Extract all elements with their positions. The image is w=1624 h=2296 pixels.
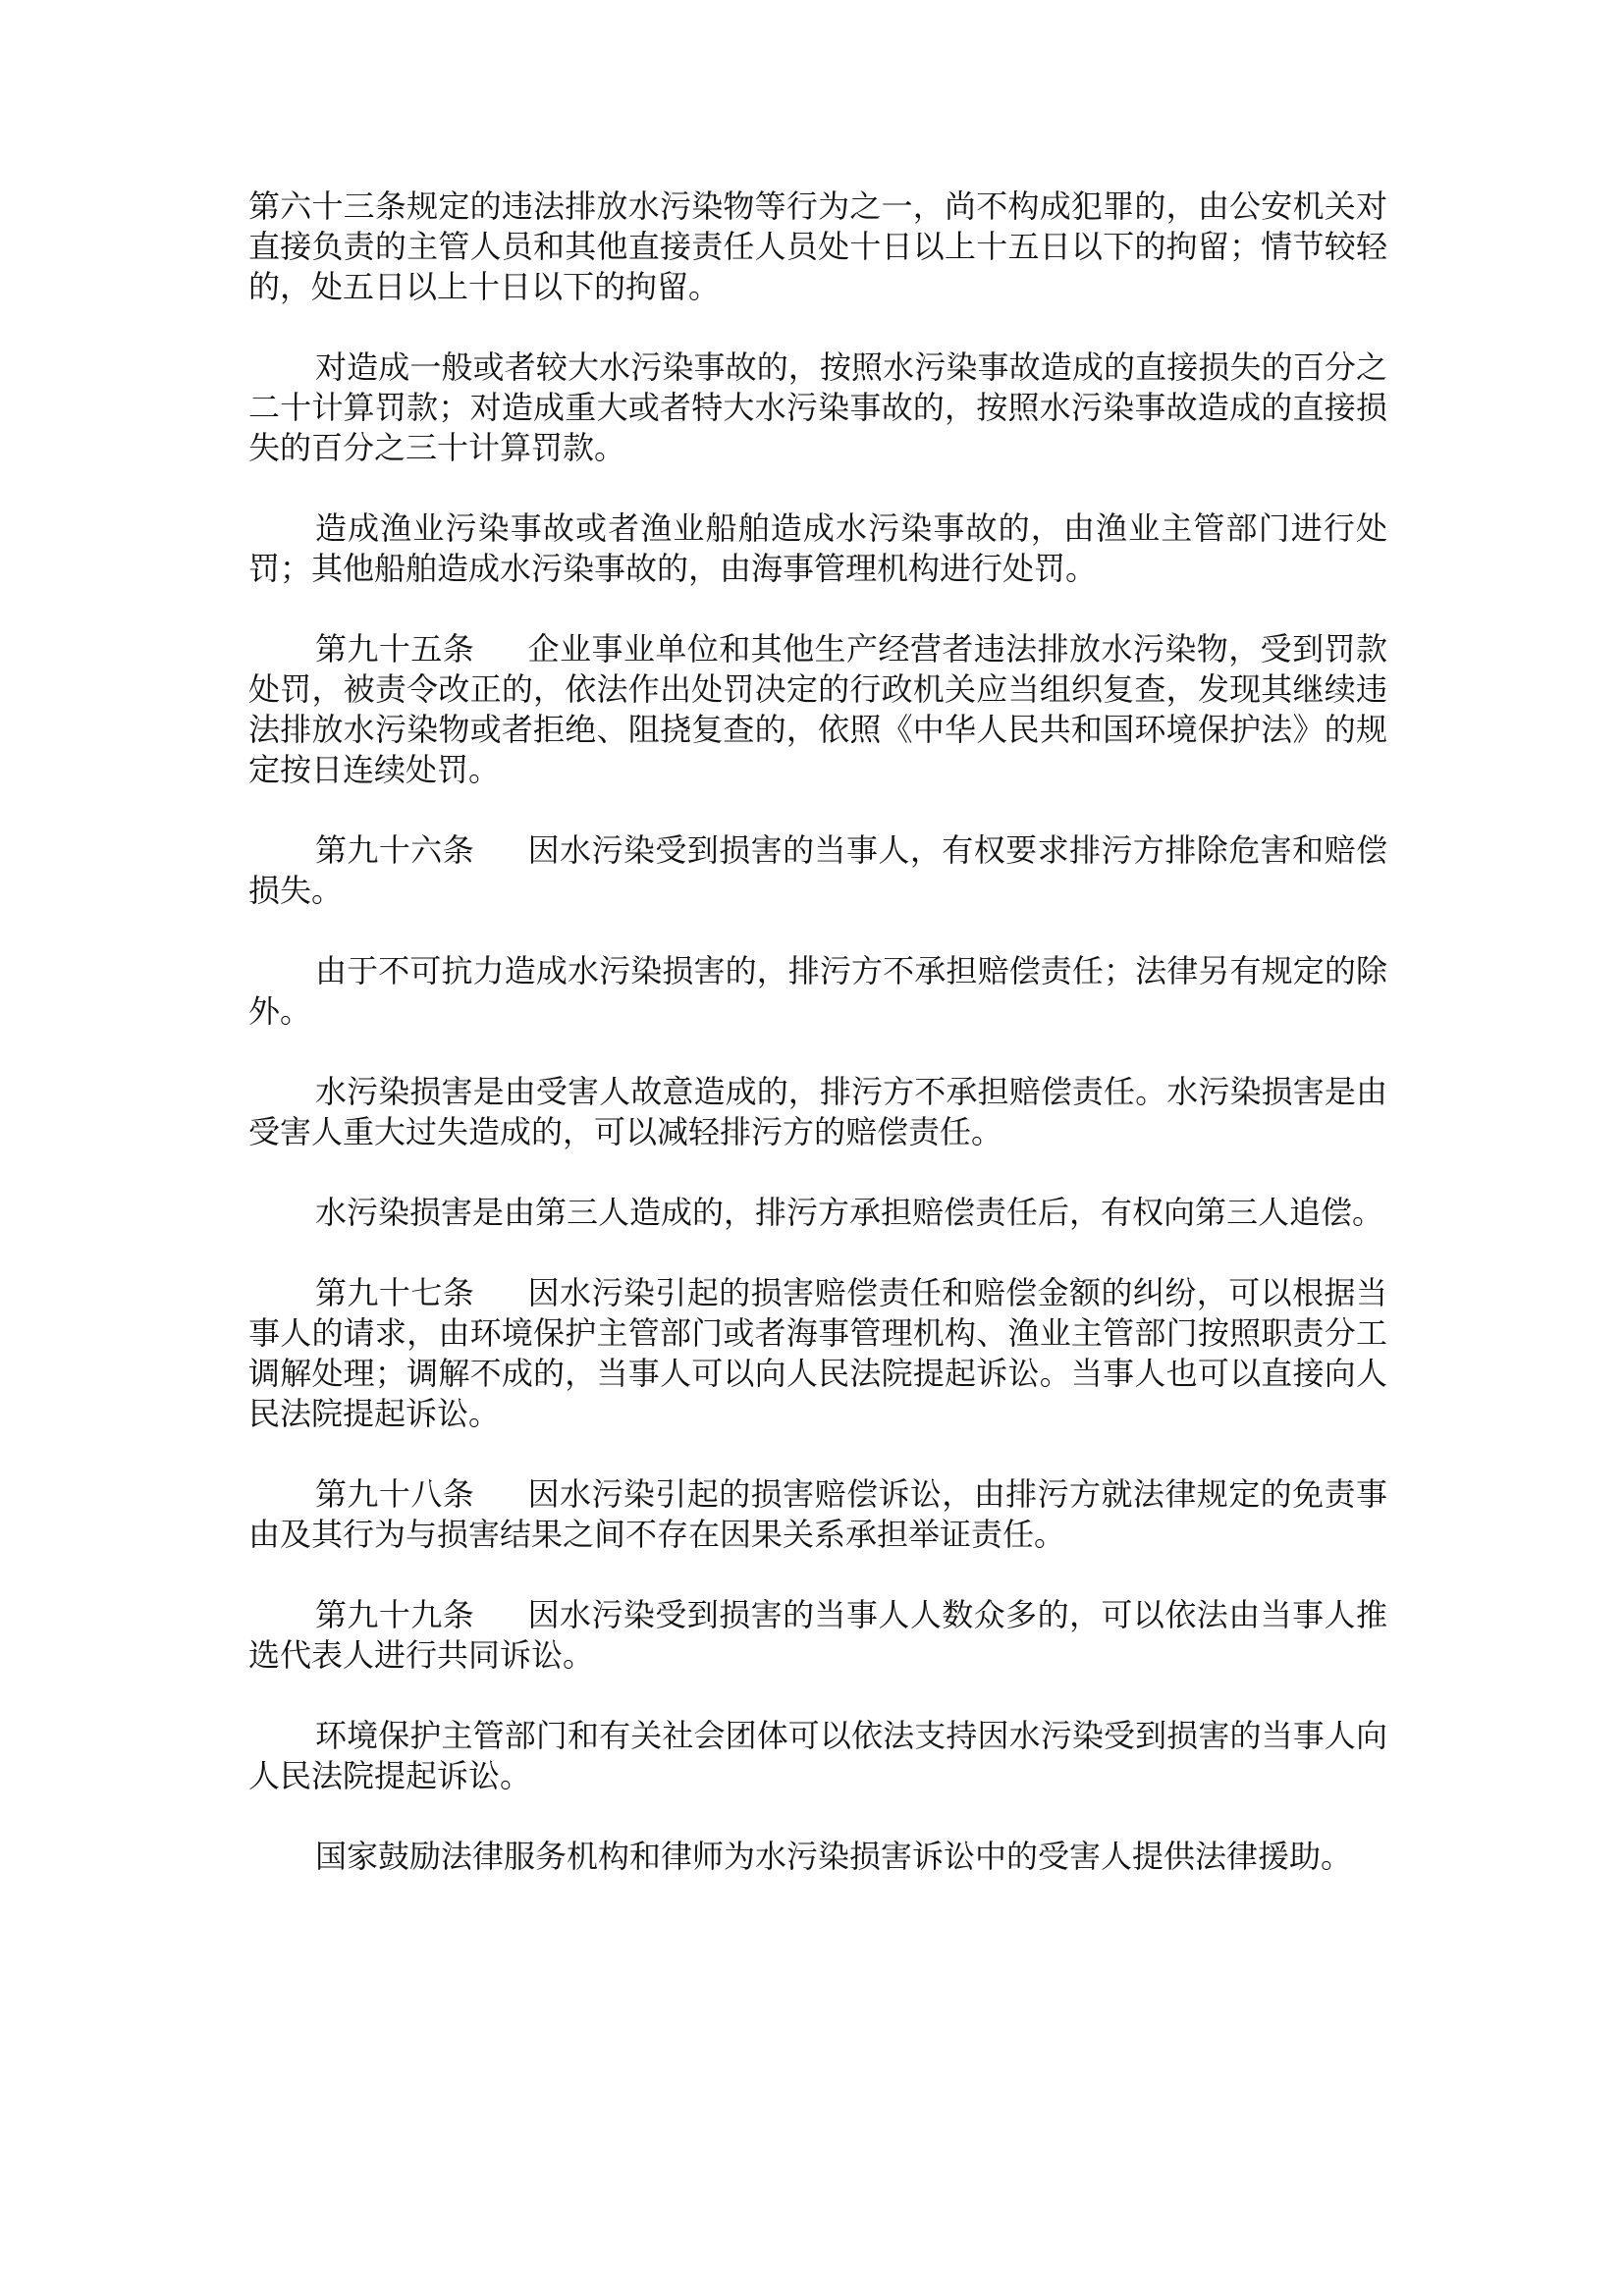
paragraph-text: 因水污染受到损害的当事人人数众多的，可以依法由当事人推选代表人进行共同诉讼。 <box>248 1596 1387 1674</box>
paragraph-text: 由于不可抗力造成水污染损害的，排污方不承担赔偿责任；法律另有规定的除外。 <box>248 952 1387 1030</box>
paragraph-3 <box>248 508 1387 589</box>
paragraph-2 <box>248 347 1387 468</box>
paragraph-6 <box>248 951 1387 1032</box>
paragraph-text: 因水污染引起的损害赔偿诉讼，由排污方就法律规定的免责事由及其行为与损害结果之间不存在因果关系承担举证责任。 <box>248 1475 1387 1553</box>
paragraph-text: 对造成一般或者较大水污染事故的，按照水污染事故造成的直接损失的百分之二十计算罚款；对造成重大或者特大水污染事故的，按照水污染事故造成的直接损失的百分之三十计算罚款。 <box>248 348 1387 466</box>
article-97 <box>248 1273 1387 1434</box>
article-number: 第九十五条 <box>315 630 475 667</box>
article-99 <box>248 1595 1387 1676</box>
paragraph-text: 因水污染引起的损害赔偿责任和赔偿金额的纠纷，可以根据当事人的请求，由环境保护主管部门或者海事管理机构、渔业主管部门按照职责分工调解处理；调解不成的，当事人可以向人民法院提起诉讼。当事人也可以直接向人民法院提起诉讼。 <box>248 1274 1387 1432</box>
paragraph-text: 第六十三条规定的违法排放水污染物等行为之一，尚不构成犯罪的，由公安机关对直接负责的主管人员和其他直接责任人员处十日以上十五日以下的拘留；情节较轻的，处五日以上十日以下的拘留。 <box>248 187 1387 305</box>
article-number: 第九十八条 <box>315 1475 475 1513</box>
paragraph-12 <box>248 1716 1387 1796</box>
paragraph-text: 因水污染受到损害的当事人，有权要求排污方排除危害和赔偿损失。 <box>248 831 1387 909</box>
paragraph-7 <box>248 1072 1387 1152</box>
paragraph-1 <box>248 187 1387 307</box>
paragraph-text: 企业事业单位和其他生产经营者违法排放水污染物，受到罚款处罚，被责令改正的，依法作出处罚决定的行政机关应当组织复查，发现其继续违法排放水污染物或者拒绝、阻挠复查的，依照《中华人民共和国环境保护法》的规定按日连续处罚。 <box>248 630 1387 788</box>
paragraph-13 <box>248 1837 1387 1877</box>
paragraph-text: 造成渔业污染事故或者渔业船舶造成水污染事故的，由渔业主管部门进行处罚；其他船舶造成水污染事故的，由海事管理机构进行处罚。 <box>248 509 1387 587</box>
article-96 <box>248 830 1387 911</box>
document-body <box>248 187 1387 1917</box>
paragraph-text: 水污染损害是由受害人故意造成的，排污方不承担赔偿责任。水污染损害是由受害人重大过失造成的，可以减轻排污方的赔偿责任。 <box>248 1073 1387 1150</box>
article-number: 第九十七条 <box>315 1274 475 1311</box>
paragraph-text: 环境保护主管部门和有关社会团体可以依法支持因水污染受到损害的当事人向人民法院提起诉讼。 <box>248 1717 1387 1794</box>
paragraph-text: 国家鼓励法律服务机构和律师为水污染损害诉讼中的受害人提供法律援助。 <box>315 1838 1353 1875</box>
article-98 <box>248 1474 1387 1555</box>
paragraph-8 <box>248 1193 1387 1233</box>
article-number: 第九十九条 <box>315 1596 475 1633</box>
article-95 <box>248 629 1387 790</box>
paragraph-text: 水污染损害是由第三人造成的，排污方承担赔偿责任后，有权向第三人追偿。 <box>315 1194 1384 1231</box>
article-number: 第九十六条 <box>315 831 475 869</box>
